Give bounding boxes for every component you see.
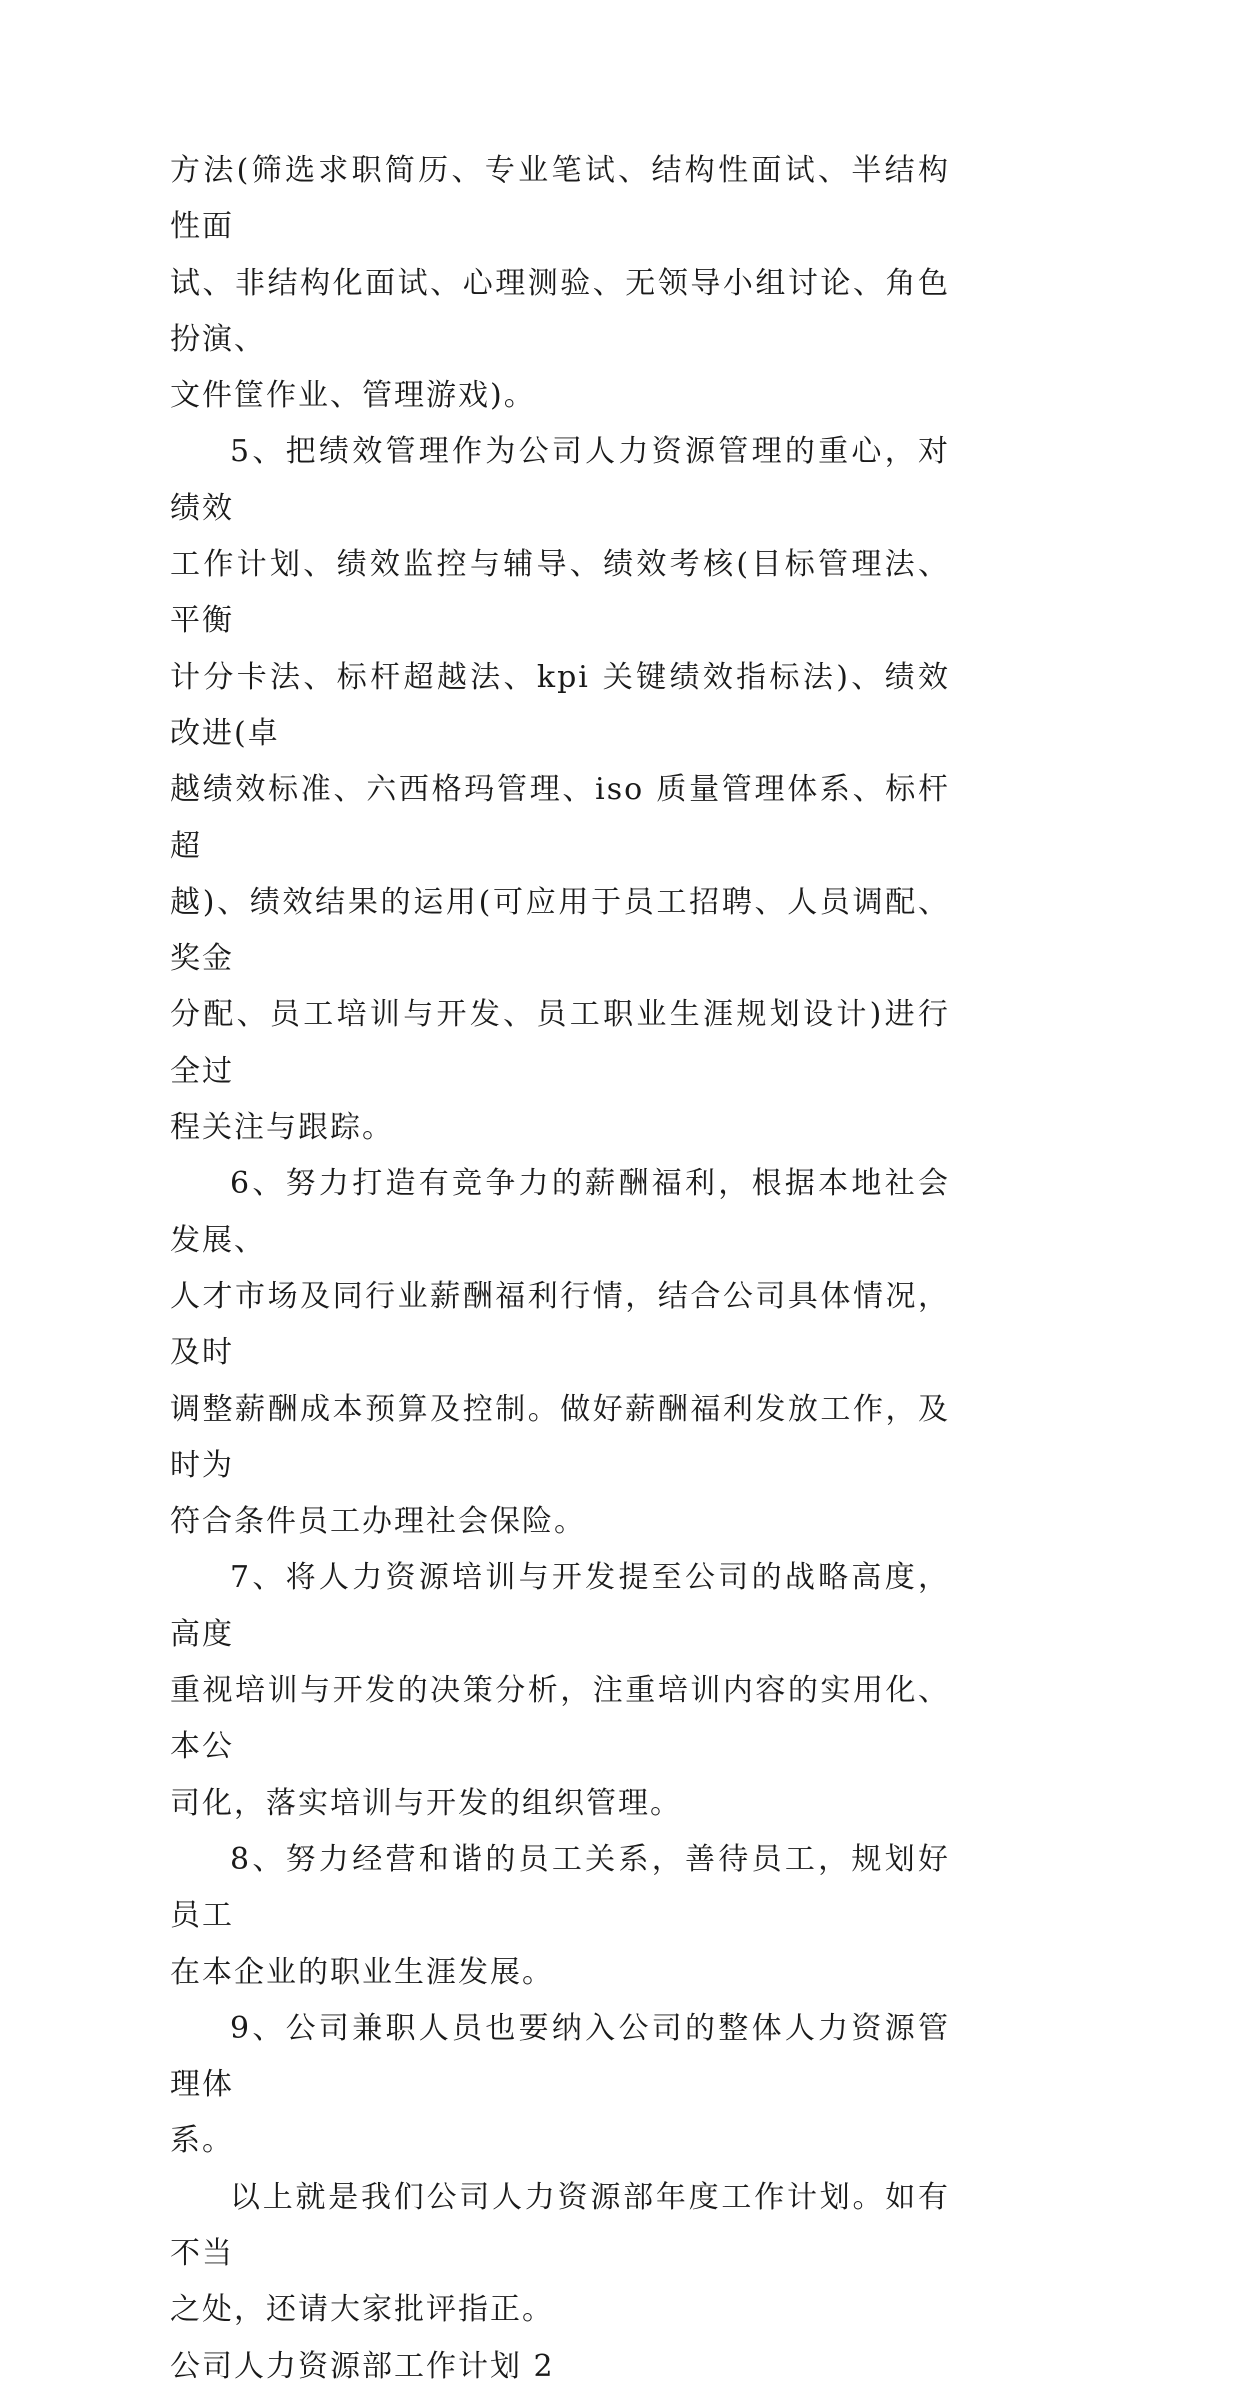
paragraph-closing: 以上就是我们公司人力资源部年度工作计划。如有不当 之处，还请大家批评指正。 [170,2179,950,2328]
paragraph-recruitment-methods: 方法(筛选求职简历、专业笔试、结构性面试、半结构性面 试、非结构化面试、心理测验、无领导小组讨论、角色扮演、 文件筐作业、管理游戏)。 [170,153,950,414]
paragraph-item-6-compensation: 6、努力打造有竞争力的薪酬福利，根据本地社会发展、 人才市场及同行业薪酬福利行情，结合公司具体情况，及时 调整薪酬成本预算及控制。做好薪酬福利发放工作，及时为 符合条件员工办理社会保险。 [170,1166,950,1540]
document-body [170,143,950,2395]
paragraph-item-9-part-time: 9、公司兼职人员也要纳入公司的整体人力资源管理体 系。 [170,2010,950,2159]
paragraph-item-5-performance: 5、把绩效管理作为公司人力资源管理的重心，对绩效 工作计划、绩效监控与辅导、绩效考核(目标管理法、平衡 计分卡法、标杆超越法、kpi 关键绩效指标法)、绩效改进(卓 越绩效标准、六西格玛管理、iso 质量管理体系、标杆超 越)、绩效结果的运用(可应用于员工招聘、人员调配、奖金 分配、员工培训与开发、员工职业生涯规划设计)进行全过 程关注与跟踪。 [170,434,950,1146]
paragraph-item-7-training: 7、将人力资源培训与开发提至公司的战略高度，高度 重视培训与开发的决策分析，注重培训内容的实用化、本公 司化，落实培训与开发的组织管理。 [170,1560,950,1821]
paragraph-item-8-employee-relations: 8、努力经营和谐的员工关系，善待员工，规划好员工 在本企业的职业生涯发展。 [170,1841,950,1990]
section-heading-plan-2: 公司人力资源部工作计划 2 [170,2348,555,2384]
